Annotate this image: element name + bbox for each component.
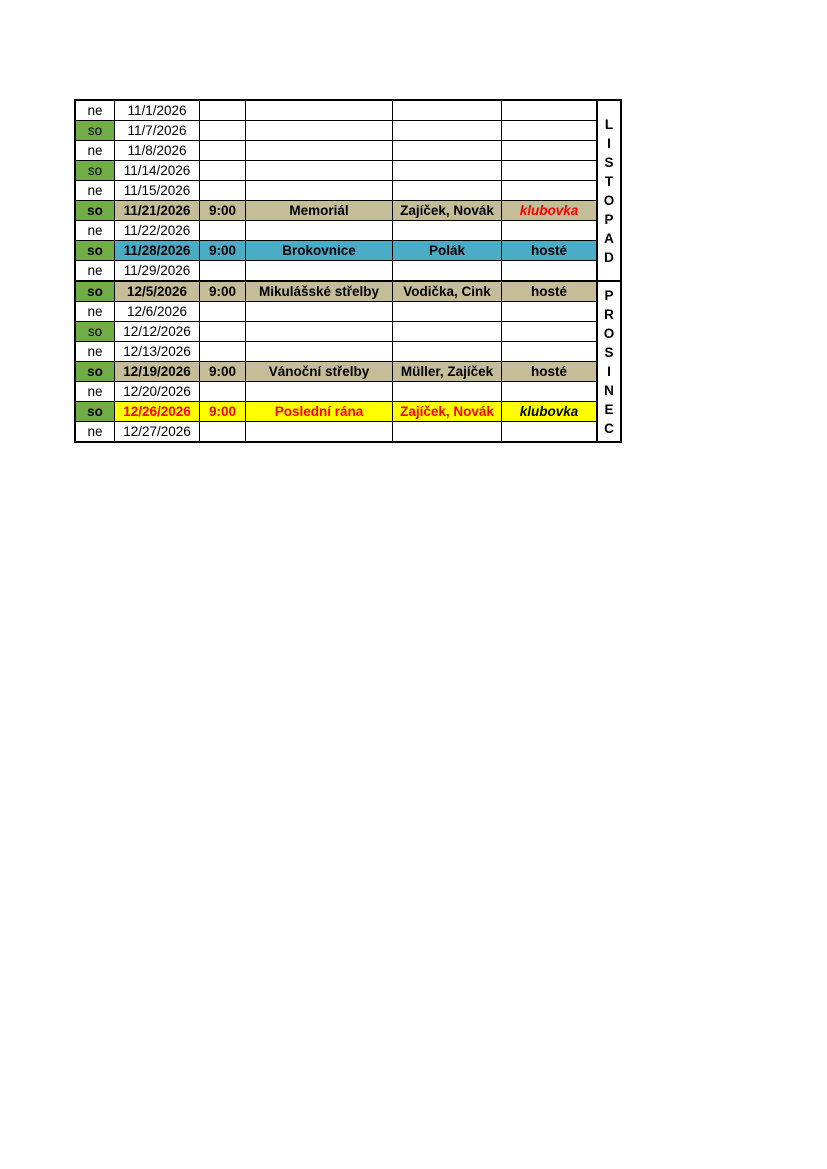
date-cell: 11/21/2026 [115, 201, 200, 221]
event-cell [246, 121, 393, 141]
day-cell: so [75, 281, 115, 302]
day-cell: ne [75, 181, 115, 201]
date-cell: 11/22/2026 [115, 221, 200, 241]
schedule-sheet [74, 99, 622, 443]
place-cell [502, 422, 598, 443]
table-row-event [75, 402, 621, 422]
table-row-event [75, 281, 621, 302]
event-cell: Mikulášské střelby [246, 281, 393, 302]
date-cell: 11/1/2026 [115, 100, 200, 121]
organizers-cell [393, 221, 502, 241]
day-cell: ne [75, 302, 115, 322]
organizers-cell: Vodička, Cink [393, 281, 502, 302]
day-cell: ne [75, 221, 115, 241]
event-cell: Brokovnice [246, 241, 393, 261]
date-cell: 12/20/2026 [115, 382, 200, 402]
table-row [75, 161, 621, 181]
organizers-cell: Polák [393, 241, 502, 261]
event-cell [246, 342, 393, 362]
date-cell: 12/12/2026 [115, 322, 200, 342]
table-row [75, 422, 621, 443]
event-cell [246, 161, 393, 181]
table-row-event [75, 362, 621, 382]
place-cell [502, 302, 598, 322]
month-label-december: P R O S I N E C [597, 281, 621, 442]
day-cell: so [75, 322, 115, 342]
day-cell: ne [75, 382, 115, 402]
time-cell [200, 382, 246, 402]
organizers-cell [393, 100, 502, 121]
date-cell: 11/7/2026 [115, 121, 200, 141]
organizers-cell: Müller, Zajíček [393, 362, 502, 382]
date-cell: 11/15/2026 [115, 181, 200, 201]
time-cell: 9:00 [200, 362, 246, 382]
time-cell [200, 422, 246, 443]
date-cell: 12/26/2026 [115, 402, 200, 422]
organizers-cell [393, 161, 502, 181]
table-row [75, 382, 621, 402]
table-row [75, 322, 621, 342]
table-row-event [75, 201, 621, 221]
time-cell [200, 100, 246, 121]
place-cell [502, 342, 598, 362]
place-cell [502, 161, 598, 181]
event-cell [246, 221, 393, 241]
organizers-cell: Zajíček, Novák [393, 201, 502, 221]
event-cell [246, 422, 393, 443]
date-cell: 11/8/2026 [115, 141, 200, 161]
day-cell: so [75, 241, 115, 261]
event-cell [246, 141, 393, 161]
table-row [75, 141, 621, 161]
table-row-event [75, 241, 621, 261]
place-cell: hosté [502, 241, 598, 261]
time-cell [200, 141, 246, 161]
time-cell [200, 302, 246, 322]
time-cell [200, 121, 246, 141]
organizers-cell [393, 342, 502, 362]
day-cell: so [75, 362, 115, 382]
organizers-cell: Zajíček, Novák [393, 402, 502, 422]
event-cell [246, 302, 393, 322]
day-cell: so [75, 161, 115, 181]
day-cell: so [75, 402, 115, 422]
event-cell: Poslední rána [246, 402, 393, 422]
day-cell: ne [75, 342, 115, 362]
organizers-cell [393, 302, 502, 322]
event-cell [246, 261, 393, 282]
event-cell [246, 382, 393, 402]
place-cell [502, 181, 598, 201]
place-cell: klubovka [502, 402, 598, 422]
time-cell [200, 261, 246, 282]
time-cell: 9:00 [200, 281, 246, 302]
organizers-cell [393, 322, 502, 342]
organizers-cell [393, 422, 502, 443]
date-cell: 12/6/2026 [115, 302, 200, 322]
time-cell [200, 342, 246, 362]
date-cell: 12/27/2026 [115, 422, 200, 443]
organizers-cell [393, 141, 502, 161]
date-cell: 12/19/2026 [115, 362, 200, 382]
day-cell: so [75, 121, 115, 141]
table-row [75, 100, 621, 121]
date-cell: 11/28/2026 [115, 241, 200, 261]
organizers-cell [393, 181, 502, 201]
time-cell: 9:00 [200, 241, 246, 261]
schedule-table [74, 99, 622, 443]
time-cell [200, 221, 246, 241]
event-cell [246, 181, 393, 201]
place-cell: klubovka [502, 201, 598, 221]
place-cell: hosté [502, 281, 598, 302]
event-cell: Memoriál [246, 201, 393, 221]
event-cell [246, 100, 393, 121]
table-row [75, 181, 621, 201]
time-cell [200, 322, 246, 342]
table-row [75, 342, 621, 362]
place-cell [502, 121, 598, 141]
table-row [75, 261, 621, 282]
day-cell: so [75, 201, 115, 221]
place-cell [502, 141, 598, 161]
place-cell [502, 322, 598, 342]
organizers-cell [393, 261, 502, 282]
place-cell [502, 221, 598, 241]
table-row [75, 221, 621, 241]
event-cell [246, 322, 393, 342]
time-cell: 9:00 [200, 402, 246, 422]
place-cell [502, 382, 598, 402]
month-label-november: L I S T O P A D [597, 100, 621, 281]
time-cell: 9:00 [200, 201, 246, 221]
place-cell [502, 261, 598, 282]
table-row [75, 121, 621, 141]
place-cell: hosté [502, 362, 598, 382]
date-cell: 11/29/2026 [115, 261, 200, 282]
date-cell: 11/14/2026 [115, 161, 200, 181]
event-cell: Vánoční střelby [246, 362, 393, 382]
day-cell: ne [75, 141, 115, 161]
day-cell: ne [75, 100, 115, 121]
day-cell: ne [75, 261, 115, 282]
time-cell [200, 181, 246, 201]
date-cell: 12/13/2026 [115, 342, 200, 362]
organizers-cell [393, 382, 502, 402]
organizers-cell [393, 121, 502, 141]
table-row [75, 302, 621, 322]
place-cell [502, 100, 598, 121]
day-cell: ne [75, 422, 115, 443]
time-cell [200, 161, 246, 181]
date-cell: 12/5/2026 [115, 281, 200, 302]
